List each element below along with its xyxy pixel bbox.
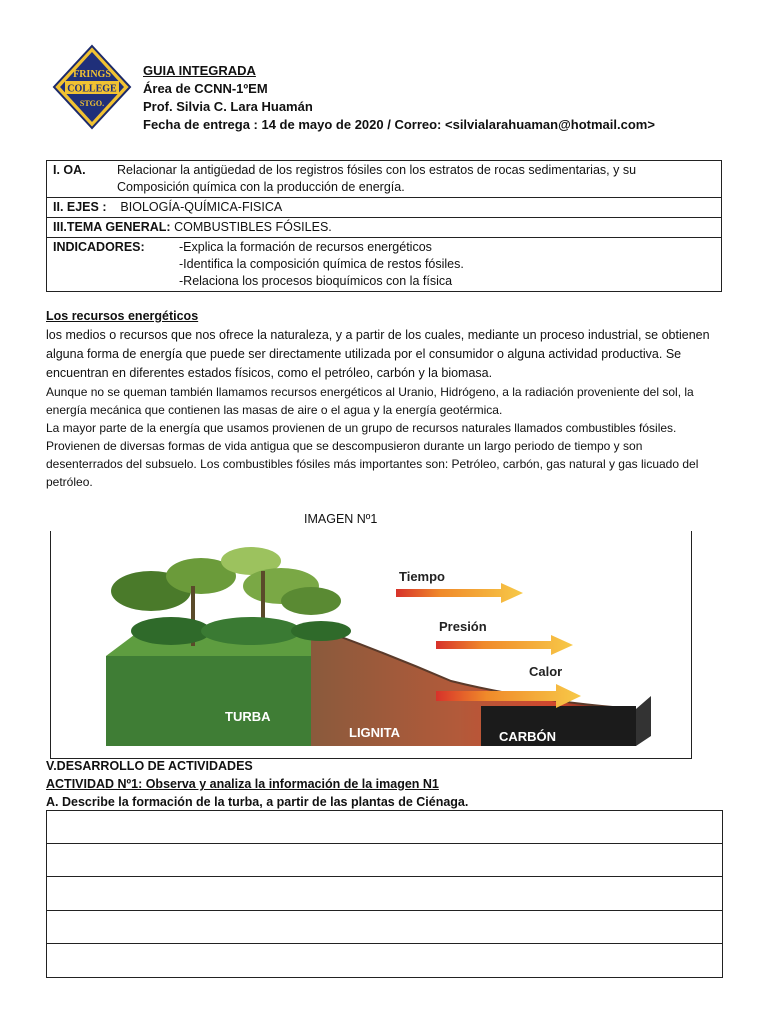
indicator-3: -Relaciona los procesos bioquímicos con la física <box>179 274 453 288</box>
answer-line <box>47 876 722 877</box>
turba-block <box>106 656 311 746</box>
section-subtitle: Los recursos energéticos <box>46 309 199 323</box>
oa-cell <box>47 161 722 198</box>
oa-label: I. OA. <box>53 163 86 177</box>
activity-1-heading: ACTIVIDAD Nº1: Observa y analiza la información de la imagen N1 <box>46 777 439 791</box>
label-carbon: CARBÓN <box>499 729 557 744</box>
activities-heading: V.DESARROLLO DE ACTIVIDADES <box>46 759 253 773</box>
indicators-label: INDICADORES: <box>53 240 145 254</box>
indicator-2: -Identifica la composición química de restos fósiles. <box>179 257 464 271</box>
answer-line <box>47 843 722 844</box>
label-tiempo: Tiempo <box>399 569 445 584</box>
table-row <box>47 218 722 238</box>
due-date-contact: Fecha de entrega : 14 de mayo de 2020 / Correo: <silvialarahuaman@hotmail.com> <box>143 117 655 132</box>
label-presion: Presión <box>439 619 487 634</box>
label-turba: TURBA <box>225 709 271 724</box>
logo-text-3: STGO. <box>79 99 105 108</box>
college-logo <box>52 44 132 130</box>
paragraph-3: La mayor parte de la energía que usamos provienen de un grupo de recursos naturales llamados combustibles fósiles. Provienen de diversas formas de vida antigua que se descompusieron durante un largo periodo de tiempo y son desenterrados del subsuelo. Los combustibles fósiles más importantes son: Petróleo, carbón, gas natural y gas licuado del petróleo. <box>46 421 699 489</box>
answer-line <box>47 943 722 944</box>
tiempo-arrow <box>396 583 523 603</box>
fossil-formation-illustration <box>51 531 691 758</box>
document-header <box>143 62 655 134</box>
answer-line <box>47 910 722 911</box>
label-lignita: LIGNITA <box>349 725 401 740</box>
activities-section <box>46 757 726 811</box>
tema-cell <box>47 218 722 238</box>
logo-text-2: COLLEGE <box>67 83 117 95</box>
table-row <box>47 161 722 198</box>
paragraph-1: los medios o recursos que nos ofrece la naturaleza, y a partir de los cuales, mediante un proceso industrial, se obtienen alguna forma de energía que puede ser directamente utilizada por el consumidor o alguna actividad productiva. Se encuentran en diferentes estados físicos, como el petróleo, carbón y la biomasa. <box>46 328 710 380</box>
table-row <box>47 238 722 292</box>
tema-text: COMBUSTIBLES FÓSILES. <box>174 220 332 234</box>
indicator-1: -Explica la formación de recursos energéticos <box>179 240 432 254</box>
oa-text-2: Composición química con la producción de energía. <box>117 180 405 194</box>
indicators-cell <box>47 238 722 292</box>
ejes-cell <box>47 198 722 218</box>
body-text <box>46 307 722 491</box>
tema-label: III.TEMA GENERAL: <box>53 220 171 234</box>
document-title: GUIA INTEGRADA <box>143 63 256 78</box>
label-calor: Calor <box>529 664 563 679</box>
table-row <box>47 198 722 218</box>
fossil-formation-image <box>50 531 692 759</box>
answer-box[interactable] <box>46 810 723 978</box>
objectives-table <box>46 160 722 292</box>
oa-text-1: Relacionar la antigüedad de los registros fósiles con los estratos de rocas sedimentarias, y su <box>117 163 637 177</box>
image-caption: IMAGEN Nº1 <box>304 512 378 526</box>
ejes-label: II. EJES : <box>53 200 107 214</box>
presion-arrow <box>436 635 573 655</box>
logo-text-1: FRINGS <box>73 69 111 80</box>
ejes-text: BIOLOGÍA-QUÍMICA-FISICA <box>120 200 283 214</box>
teacher-name: Prof. Silvia C. Lara Huamán <box>143 99 313 114</box>
question-a: A. Describe la formación de la turba, a partir de las plantas de Ciénaga. <box>46 795 469 809</box>
vegetation <box>111 547 351 646</box>
subject-area: Área de CCNN-1ºEM <box>143 81 268 96</box>
paragraph-2: Aunque no se queman también llamamos recursos energéticos al Uranio, Hidrógeno, a la radiación proveniente del sol, la energía mecánica que contienen las masas de aire o el agua y la energía geotérmica. <box>46 385 694 417</box>
